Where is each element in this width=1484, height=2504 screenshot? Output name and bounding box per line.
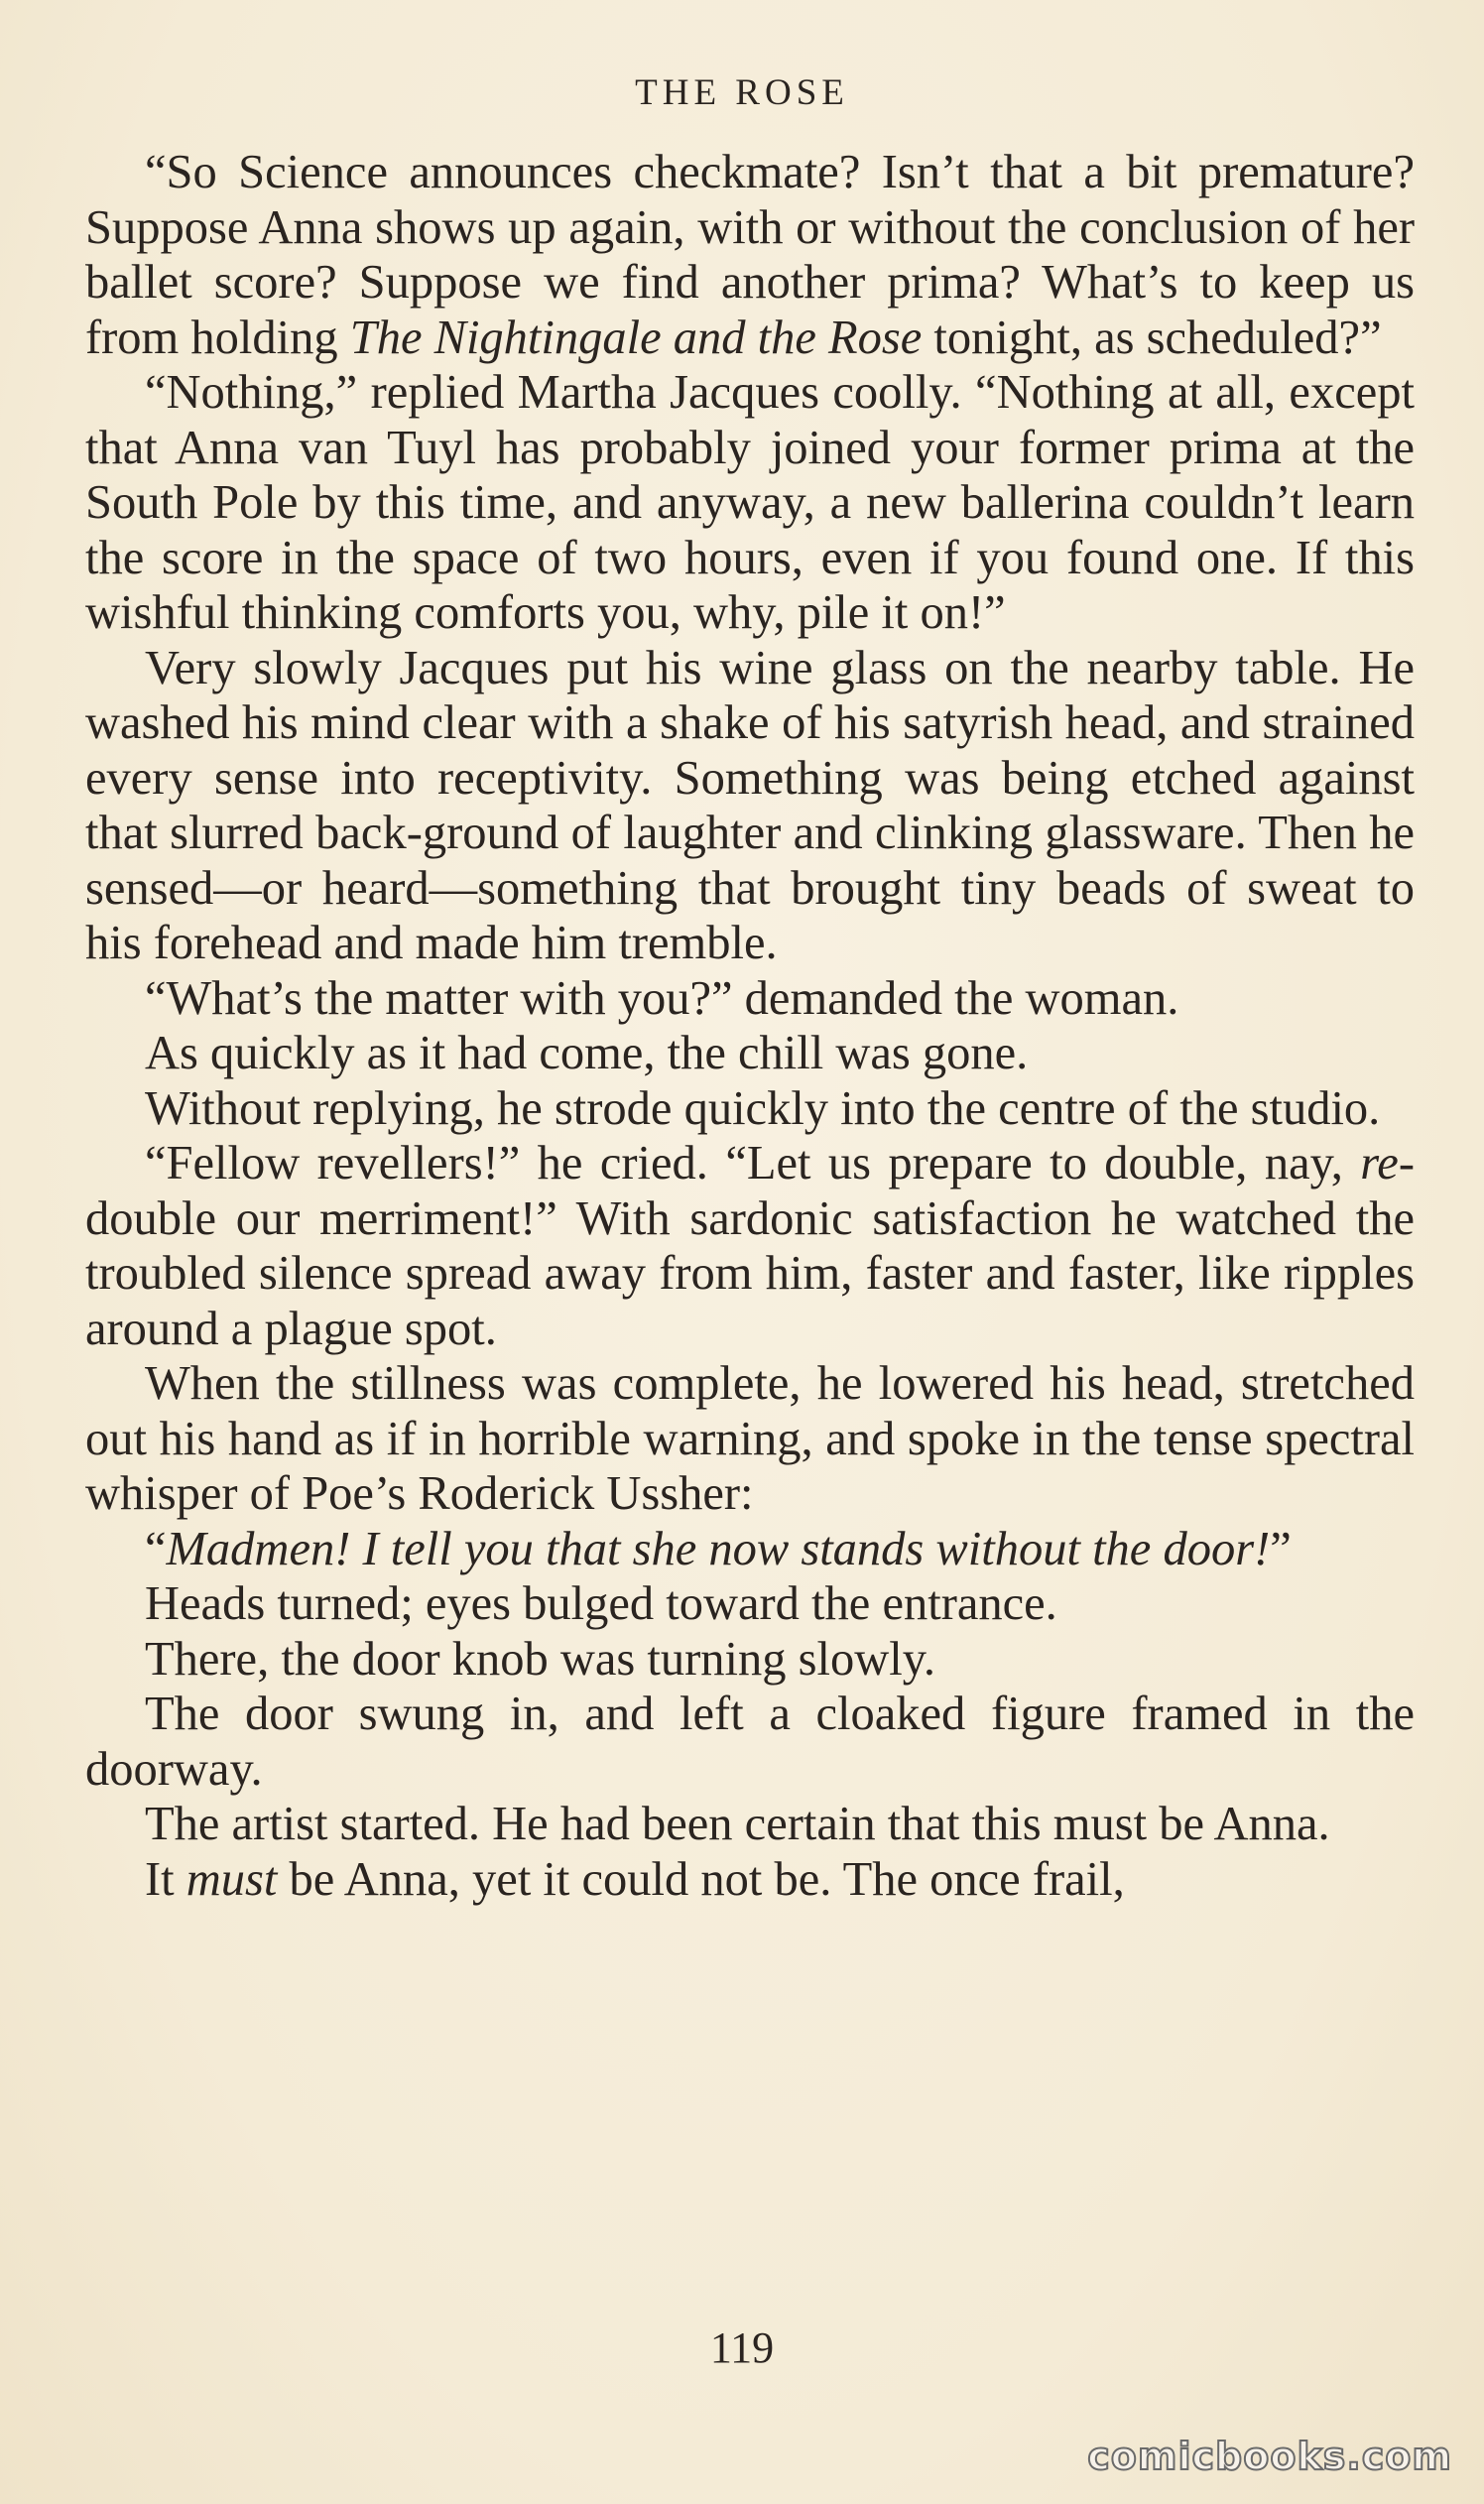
page-number: 119 [709, 2323, 775, 2372]
text-run: Very slowly Jacques put his wine glass on the nearby table. He washed his mind clear with a shake of his satyrish head, and strained every sense into receptivity. Something was being etched against that slurred back-ground of laughter and clinking glassware. Then he sensed—or heard—something that brought tiny beads of sweat to his forehead and made him tremble. [85, 641, 1415, 969]
running-title: THE ROSE [635, 72, 849, 113]
paragraph [85, 1026, 1415, 1081]
text-run: -double our merriment!” With sardonic satisfaction he watched the troubled silence spread away from him, faster and faster, like ripples around a plague spot. [85, 1137, 1415, 1355]
text-run: The artist started. He had been certain that this must be Anna. [145, 1798, 1330, 1850]
paragraph [85, 1687, 1415, 1797]
paragraph [85, 1522, 1415, 1577]
text-run: When the stillness was complete, he lowered his head, stretched out his hand as if in horrible warning, and spoke in the tense spectral whisper of Poe’s Roderick Ussher: [85, 1357, 1415, 1520]
paragraph [85, 971, 1415, 1027]
paragraph [85, 1136, 1415, 1356]
text-run: “Nothing,” replied Martha Jacques coolly. “Nothing at all, except that Anna van Tuyl has probably joined your former prima at the South Pole by this time, and anyway, a new ballerina couldn’t learn the score in the space of two hours, even if you found one. If this wishful thinking comforts you, why, pile it on!” [85, 366, 1415, 639]
italic-run: The Nightingale and the Rose [349, 311, 923, 364]
italic-run: Madmen! I tell you that she now stands without the door! [166, 1522, 1271, 1575]
text-run: “Fellow revellers!” he cried. “Let us prepare to double, nay, [145, 1137, 1361, 1189]
text-run: “ [145, 1522, 167, 1575]
watermark-logo: comicbooks.com [1087, 2435, 1452, 2478]
text-run: It [145, 1852, 186, 1906]
paragraph [85, 1797, 1415, 1852]
text-run: The door swung in, and left a cloaked figure framed in the doorway. [85, 1688, 1415, 1796]
body-text [85, 145, 1415, 1907]
paragraph [85, 1632, 1415, 1688]
text-run: tonight, as scheduled?” [922, 311, 1382, 364]
text-run: Without replying, he strode quickly into the centre of the studio. [145, 1081, 1381, 1135]
paragraph [85, 1356, 1415, 1522]
italic-run: re [1360, 1137, 1399, 1189]
text-run: be Anna, yet it could not be. The once frail, [277, 1852, 1125, 1906]
paragraph [85, 1576, 1415, 1632]
text-run: “So Science announces checkmate? Isn’t that a bit premature? Suppose Anna shows up again, with or without the conclusion of her ballet score? Suppose we find another prima? What’s to keep us from holding [85, 146, 1415, 364]
text-run: Heads turned; eyes bulged toward the entrance. [145, 1577, 1057, 1630]
paragraph [85, 145, 1415, 365]
paragraph [85, 1852, 1415, 1908]
text-run: As quickly as it had come, the chill was gone. [145, 1027, 1029, 1079]
paragraph [85, 1081, 1415, 1137]
paragraph [85, 365, 1415, 641]
text-run: “What’s the matter with you?” demanded the woman. [145, 971, 1179, 1025]
italic-run: must [186, 1852, 278, 1906]
text-run: There, the door knob was turning slowly. [145, 1632, 935, 1686]
paragraph [85, 641, 1415, 971]
text-run: ” [1270, 1522, 1292, 1575]
